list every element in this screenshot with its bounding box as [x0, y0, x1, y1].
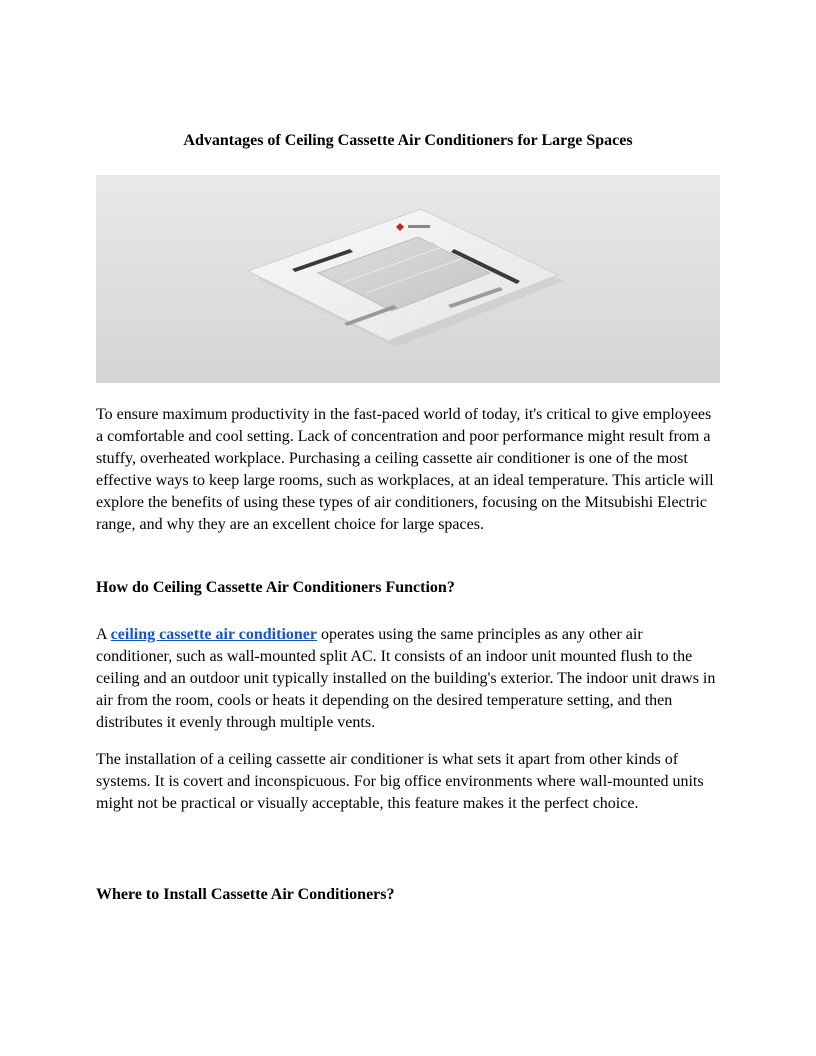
air-conditioner-image [96, 175, 720, 383]
function-paragraph [96, 624, 720, 734]
section-heading-function: How do Ceiling Cassette Air Conditioners Function? [96, 579, 455, 596]
section-heading-install: Where to Install Cassette Air Conditioners? [96, 886, 395, 903]
page-title: Advantages of Ceiling Cassette Air Conditioners for Large Spaces [183, 132, 633, 149]
installation-paragraph: The installation of a ceiling cassette air conditioner is what sets it apart from other kinds of systems. It is covert and inconspicuous. For big office environments where wall-mounted units might not be practical or visually acceptable, this feature makes it the perfect choice. [96, 751, 704, 812]
intro-paragraph: To ensure maximum productivity in the fast-paced world of today, it's critical to give employees a comfortable and cool setting. Lack of concentration and poor performance might result from a stuffy, overheated workplace. Purchasing a ceiling cassette air conditioner is one of the most effective ways to keep large rooms, such as workplaces, at an ideal temperature. This article will explore the benefits of using these types of air conditioners, focusing on the Mitsubishi Electric range, and why they are an excellent choice for large spaces. [96, 406, 714, 533]
ceiling-cassette-unit-icon [96, 175, 720, 383]
paragraph-prefix: A [96, 626, 111, 643]
paragraph-rest: operates using the same principles as any other air conditioner, such as wall-mounted split AC. It consists of an indoor unit mounted flush to the ceiling and an outdoor unit typically installed on the building's exterior. The indoor unit draws in air from the room, cools or heats it depending on the desired temperature setting, and then distributes it evenly through multiple vents. [96, 626, 716, 731]
ceiling-cassette-link[interactable]: ceiling cassette air conditioner [110, 626, 317, 643]
